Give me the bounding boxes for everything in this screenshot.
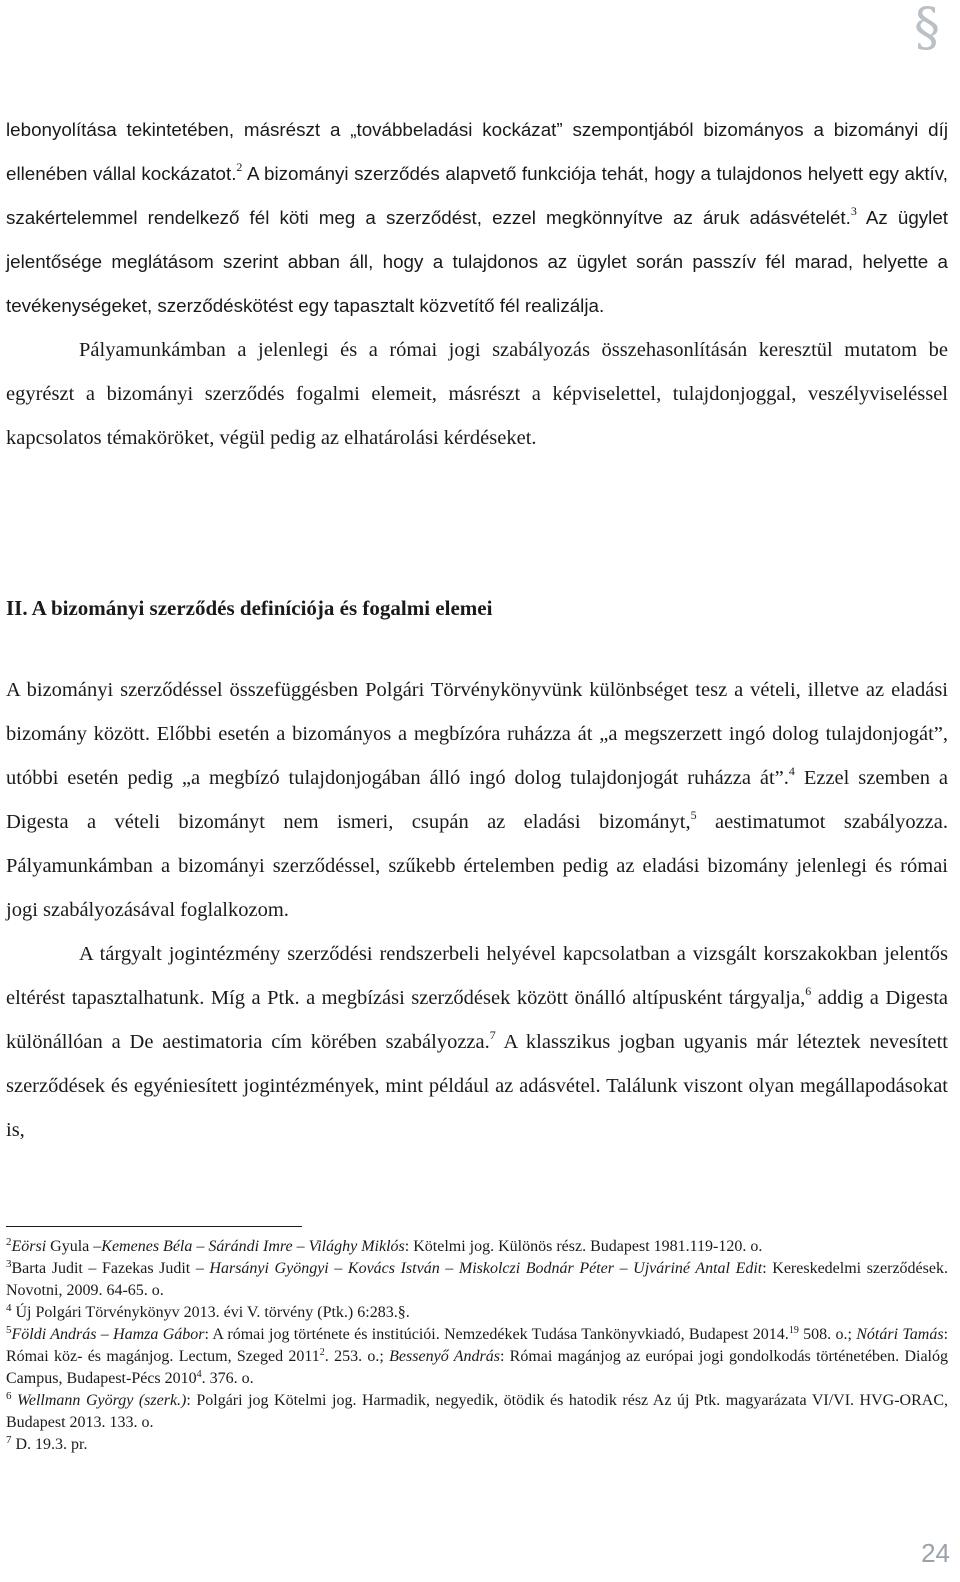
footnotes [6, 1236, 948, 1456]
footnote-5: $^5$Földi András – Hamza Gábor: A római jog története és institúciói. Nemzedékek Tudása Tankönyvkiadó, Budapest 2014.19 508. o.; Nótári Tamás: Római köz- és magánjog. Lectum, Szeged 2011$^2$. 253. o.; Bessenyő András: Római magánjog az európai jogi gondolkodás történetében. Dialóg Campus, Budapest-Pécs 2010$^4$. 376. o. [6, 1324, 949, 1387]
section-sign-logo: § [914, 0, 940, 58]
footnote-ref-6[interactable]: 6 [805, 984, 812, 998]
paragraph-overview: Pályamunkámban a jelenlegi és a római jogi szabályozás összehasonlításán keresztül mutatom be egyrészt a bizományi szerződés fogalmi elemeit, másrészt a képviselettel, tulajdonjoggal, veszélyviseléssel kapcsolatos témaköröket, végül pedig az elhatárolási kérdéseket. [6, 339, 948, 449]
paragraph-text: A bizományi szerződés alapvető funkciója tehát, hogy a tulajdonos helyett egy aktív, szakértelemmel rendelkező fél köti meg a szerződést, ezzel megkönnyítve az áruk adásvételét. [6, 163, 948, 228]
section-heading: II. A bizományi szerződés definíciója és fogalmi elemei [6, 596, 493, 620]
footnote-ref-7[interactable]: 7 [489, 1028, 496, 1042]
paragraph-text: Ezzel szemben a Digesta a vételi bizományt nem ismeri, csupán az eladási bizományt, [6, 767, 948, 833]
footnote-ref-3[interactable]: 3 [850, 204, 857, 218]
paragraph-text: lebonyolítása tekintetében, másrészt a „továbbeladási kockázat” szempontjából bizományos a bizományi díj ellenében vállal kockázatot. [6, 119, 948, 184]
paragraph-text: A bizományi szerződéssel összefüggésben Polgári Törvénykönyvünk különbséget tesz a vételi, illetve az eladási bizomány között. Előbbi esetén a bizományos a megbízóra ruházza át „a megszerzett ingó dolog tulajdonjogát”, utóbbi esetén pedig „a megbízó tulajdonjogában álló ingó dolog tulajdonjogát ruházza át”. [6, 679, 948, 789]
paragraph-text: A tárgyalt jogintézmény szerződési rendszerbeli helyével kapcsolatban a vizsgált korszakokban jelentős eltérést tapasztalhatunk. Míg a Ptk. a megbízási szerződések között önálló altípusként tárgyalja, [6, 943, 948, 1009]
footnote-6: $^6$ Wellmann György (szerk.): Polgári jog Kötelmi jog. Harmadik, negyedik, ötödik és hatodik rész Az új Ptk. magyarázata VI/VI. HVG-ORAC, Budapest 2013. 133. o. [6, 1390, 948, 1431]
paragraph-system [6, 932, 948, 1152]
paragraph-text: Az ügylet jelentősége meglátásom szerint abban áll, hogy a tulajdonos az ügylet során passzív fél marad, helyette a tevékenységeket, szerződéskötést egy tapasztalt közvetítő fél realizálja. [6, 207, 948, 316]
page-number: 24 [921, 1538, 950, 1568]
footnote-2: $^2$Eörsi Gyula –Kemenes Béla – Sárándi Imre – Világhy Miklós: Kötelmi jog. Különös rész. Budapest 1981.119-120. o. [6, 1236, 763, 1255]
footnote-4: $^4$ Új Polgári Törvénykönyv 2013. évi V. törvény (Ptk.) 6:283.§. [6, 1302, 410, 1321]
footnote-ref-4[interactable]: 4 [788, 764, 795, 778]
paragraph-text: aestimatumot szabályozza. Pályamunkámban a bizományi szerződéssel, szűkebb értelemben pedig az eladási bizomány jelenlegi és római jogi szabályozásával foglalkozom. [6, 811, 948, 921]
footnote-ref-2[interactable]: 2 [236, 160, 243, 174]
footnote-3: $^3$Barta Judit – Fazekas Judit – Harsányi Gyöngyi – Kovács István – Miskolczi Bodnár Péter – Ujváriné Antal Edit: Kereskedelmi szerződések. Novotni, 2009. 64-65. o. [6, 1258, 948, 1299]
footnote-ref-5[interactable]: 5 [690, 808, 697, 822]
paragraph-definition [6, 668, 948, 1152]
paragraph-intro [6, 108, 948, 460]
footnote-divider [6, 1226, 302, 1227]
paragraph-text: A klasszikus jogban ugyanis már léteztek nevesített szerződések és egyéniesített jogintézmények, mint például az adásvétel. Találunk viszont olyan megállapodásokat is, [6, 1031, 949, 1141]
paragraph-definition-text [6, 668, 948, 932]
paragraph-text: addig a Digesta különállóan a De aestimatoria cím körében szabályozza. [6, 987, 949, 1053]
footnote-7: $^7$ D. 19.3. pr. [6, 1434, 88, 1453]
